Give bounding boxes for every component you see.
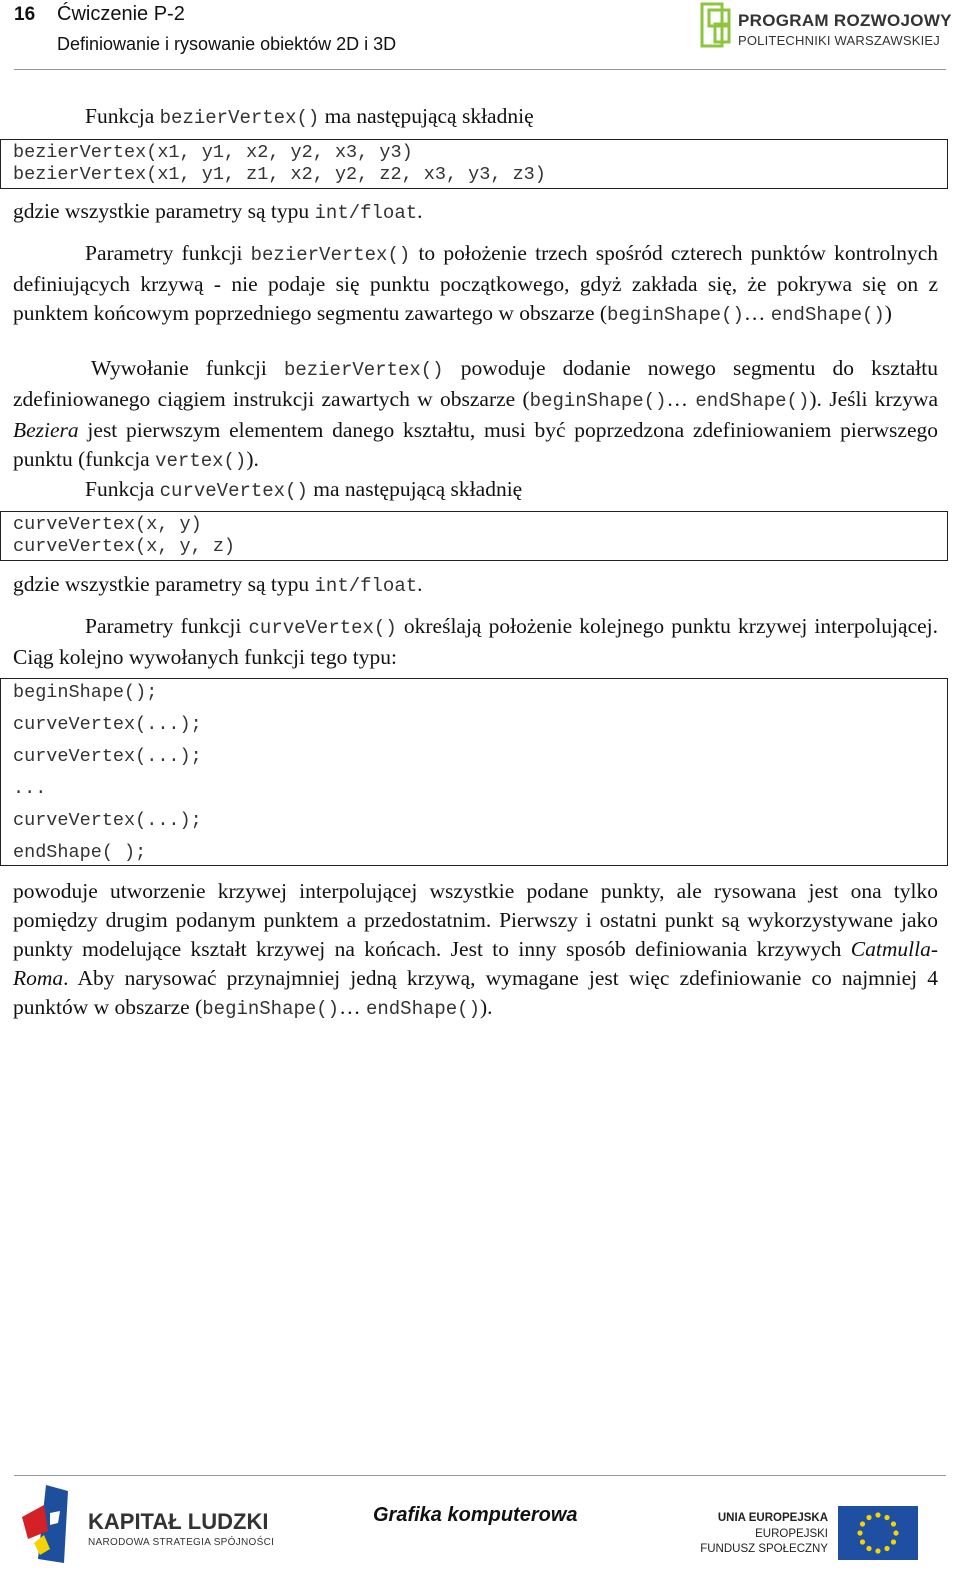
section-title: Definiowanie i rysowanie obiektów 2D i 3D — [57, 34, 397, 54]
prw-logo-subtitle: POLITECHNIKI WARSZAWSKIEJ — [738, 33, 940, 48]
kapital-ludzki-logo — [20, 1483, 280, 1569]
kapital-ludzki-title: KAPITAŁ LUDZKI — [88, 1509, 269, 1534]
eu-line-3: FUNDUSZ SPOŁECZNY — [700, 1543, 828, 1555]
curve-example-line: beginShape(); — [13, 682, 158, 703]
eu-flag-icon — [838, 1506, 918, 1560]
curve-example-line: curveVertex(...); — [13, 746, 202, 767]
prw-logo-title: PROGRAM ROZWOJOWY — [738, 11, 952, 30]
page-number: 16 — [14, 4, 36, 25]
curve-syntax-line: curveVertex(x, y, z) — [13, 536, 236, 557]
bezier-syntax-line: bezierVertex(x1, y1, x2, y2, x3, y3) — [13, 142, 413, 163]
bezier-intro: Funkcja bezierVertex() ma następującą składnię — [85, 104, 534, 129]
eu-line-2: EUROPEJSKI — [755, 1528, 828, 1540]
kapital-ludzki-subtitle: NARODOWA STRATEGIA SPÓJNOŚCI — [88, 1537, 275, 1548]
bezier-types-note: gdzie wszystkie parametry są typu int/float. — [13, 199, 423, 224]
header-divider — [14, 69, 946, 70]
bezier-syntax-line: bezierVertex(x1, y1, z1, x2, y2, z2, x3, y3, z3) — [13, 164, 546, 185]
curve-result-paragraph: powoduje utworzenie krzywej interpolującej wszystkie podane punkty, ale rysowana jest ona tylko pomiędzy drugim podanym punktem a przedostatnim. Pierwszy i ostatni punkt są wykorzystywane jako punkty modelujące kształt krzywej na końcach. Jest to inny sposób definiowania krzywych Catmulla-Roma. Aby narysować przynajmniej jedną krzywą, wymagane jest więc zdefiniowanie co najmniej 4 punktów w obszarze (beginShape()… endShape()). — [13, 879, 938, 1020]
prw-logo-mark — [700, 2, 736, 48]
curve-example-line: endShape( ); — [13, 842, 147, 863]
course-title: Grafika komputerowa — [373, 1504, 578, 1526]
curve-syntax-line: curveVertex(x, y) — [13, 514, 202, 535]
eu-line-1: UNIA EUROPEJSKA — [717, 1512, 828, 1524]
bezier-call-paragraph: Wywołanie funkcji bezierVertex() powoduje dodanie nowego segmentu do kształtu zdefiniowanego ciągiem instrukcji zawartych w obszarze (beginShape()… endShape()). Jeśli krzywa Beziera jest pierwszym elementem danego kształtu, musi być poprzedzona zdefiniowaniem pierwszego punktu (funkcja vertex()). — [13, 356, 939, 472]
curve-example-line: curveVertex(...); — [13, 714, 202, 735]
chapter-title: Ćwiczenie P-2 — [57, 3, 185, 25]
program-rozwojowy-logo — [700, 2, 952, 54]
curve-params-paragraph: Parametry funkcji curveVertex() określają położenie kolejnego punktu krzywej interpolującej. Ciąg kolejno wywołanych funkcji tego typu: — [13, 614, 938, 669]
curve-types-note: gdzie wszystkie parametry są typu int/float. — [13, 572, 423, 597]
curve-example-line: ... — [13, 778, 47, 799]
kapital-ludzki-emblem — [20, 1483, 80, 1567]
eu-logo — [700, 1506, 940, 1570]
bezier-params-paragraph: Parametry funkcji bezierVertex() to położenie trzech spośród czterech punktów kontrolnych definiujących krzywą - nie podaje się punktu początkowego, gdyż zakłada się, że pokrywa się on z punktem końcowym poprzedniego segmentu zawartego w obszarze (beginShape()… endShape()) — [13, 241, 938, 326]
footer-divider — [14, 1475, 946, 1476]
curve-intro: Funkcja curveVertex() ma następującą składnię — [85, 477, 523, 502]
curve-example-line: curveVertex(...); — [13, 810, 202, 831]
